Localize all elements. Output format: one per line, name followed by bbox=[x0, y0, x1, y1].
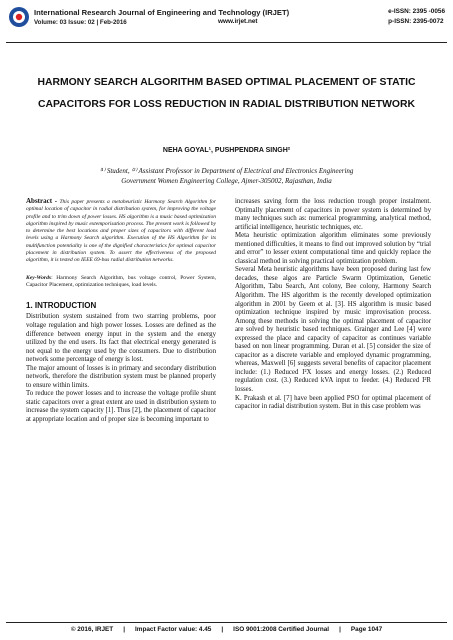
journal-header bbox=[6, 4, 447, 42]
abstract bbox=[26, 198, 216, 265]
abstract-text: This paper presents a metaheuristic Harmony Search Algorithm for optimal location of capacitor in radial distribution system, for improving the voltage profile and to trim down of power losses. HS algorithm is a music based optimization algorithm inspired by music extemporisation process. The present work is followed by to determine the best locations and proper sizes of capacitors with different load levels using a Harmony Search algorithm. Execution of the HS Algorithm for its multifunction potentiality is one of the dignified characteristics for optimal capacitor placement in distribution system. To assert the effectiveness of the proposed algorithm, it is tested on IEEE 69-bus radial distribution networks. bbox=[26, 199, 216, 264]
footer-separator: | bbox=[339, 626, 341, 633]
section-heading-introduction: 1. INTRODUCTION bbox=[26, 300, 97, 310]
intro-paragraph: The major amount of losses is in primary and secondary distribution network, therefore the distribution system must be planned properly to ensure within limits. bbox=[26, 364, 216, 389]
page-footer bbox=[0, 626, 453, 633]
keywords-label: Key-Words bbox=[26, 274, 52, 281]
keywords-text: : Harmony Search Algorithm, bus voltage control, Power System, Capacitor Placement, optimization techniques, load levels. bbox=[26, 274, 216, 289]
body-paragraph: increases saving form the loss reduction trough proper instalment. Optimally placement of capacitors in power system is determined by many techniques such as: numerical programming, analytical method, artificial intelligence, heuristic techniques, etc. bbox=[235, 198, 431, 231]
affiliation-line-1: ⁽¹⁾ Student, ⁽²⁾ Assistant Professor in Department of Electrical and Electronics Engineering bbox=[99, 167, 354, 175]
author-affiliation bbox=[30, 166, 423, 186]
body-paragraph: K. Prakash et al. [7] have been applied PSO for optimal placement of capacitor in radial distribution system. But in this case problem was bbox=[235, 394, 431, 411]
journal-name: International Research Journal of Engineering and Technology (IRJET) bbox=[34, 8, 290, 17]
abstract-label: Abstract - bbox=[26, 197, 58, 205]
paper-authors: NEHA GOYAL¹, PUSHPENDRA SINGH² bbox=[162, 147, 291, 154]
footer-page-number: Page 1047 bbox=[350, 626, 383, 633]
footer-separator: | bbox=[123, 626, 125, 633]
body-paragraph: Several Meta heuristic algorithms have been proposed during last few decades, these algos are Particle Swarm Optimization, Genetic Algorithm, Tabu Search, Ant colony, Bee colony, Harmony Search Algorithm. The HS algorithm is the recently developed optimization algorithm in 2001 by Geem et al. [3]. HS algorithm is music based optimization technique inspired by music improvisation process. Among these methods in solving the optimal placement of capacitor are solved by heuristic based techniques. Grainger and Lee [4] were expressed the place and capacity of capacitor as continues variable based on non linear programming. Duran et al. [5] consider the size of capacitor as a discrete variable and employed dynamic programming, whereas, Maxwell [6] suggests several benefits of capacitor placement include: (1.) Reduced I²X losses and energy losses. (2.) Reduced regulation cost. (3.) Reduced kVA input to feeder. (4.) Reduced I²R losses. bbox=[235, 266, 431, 394]
footer-copyright: © 2016, IRJET bbox=[70, 626, 114, 633]
footer-impact-factor: Impact Factor value: 4.45 bbox=[135, 626, 212, 633]
eissn: e-ISSN: 2395 -0056 bbox=[388, 8, 445, 15]
volume-issue: Volume: 03 Issue: 02 | Feb-2016 bbox=[34, 19, 127, 26]
pissn: p-ISSN: 2395-0072 bbox=[388, 18, 444, 25]
paper-title: HARMONY SEARCH ALGORITHM BASED OPTIMAL PLACEMENT OF STATIC CAPACITORS FOR LOSS REDUCTION IN RADIAL DISTRIBUTION NETWORK bbox=[37, 77, 416, 110]
right-column bbox=[235, 198, 431, 412]
left-column bbox=[26, 198, 216, 425]
irjet-logo-icon bbox=[8, 6, 30, 28]
affiliation-line-2: Government Women Engineering College, Ajmer-305002, Rajasthan, India bbox=[121, 177, 332, 185]
footer-divider bbox=[6, 622, 447, 623]
footer-iso: ISO 9001:2008 Certified Journal bbox=[233, 626, 330, 633]
keywords bbox=[26, 275, 216, 290]
footer-separator: | bbox=[221, 626, 224, 633]
intro-paragraph: Distribution system sustained from two starring problems, poor voltage regulation and high power losses. Losses are defined as the difference between energy input in the system and the energy utilized by the end users. Its fact that electrical energy generated is not equal to the energy used by the consumers. Due to distribution network some percentage of energy is lost. bbox=[26, 313, 216, 364]
header-divider bbox=[6, 42, 447, 43]
intro-paragraph: To reduce the power losses and to increase the voltage profile shunt static capacitors over a great extent are used in distribution system to increase the system capacity [1]. Thus [2], the placement of capacitor at appropriate location and of proper size is becoming important to bbox=[26, 390, 216, 423]
journal-website[interactable]: www.irjet.net bbox=[218, 18, 258, 25]
body-paragraph: Meta heuristic optimization algorithm eliminates some previously mentioned difficulties, it means to find out improved solution by “trial and error” to lesser extent computational time and quickly replace the classical method in solving practical optimization problem. bbox=[235, 232, 431, 265]
